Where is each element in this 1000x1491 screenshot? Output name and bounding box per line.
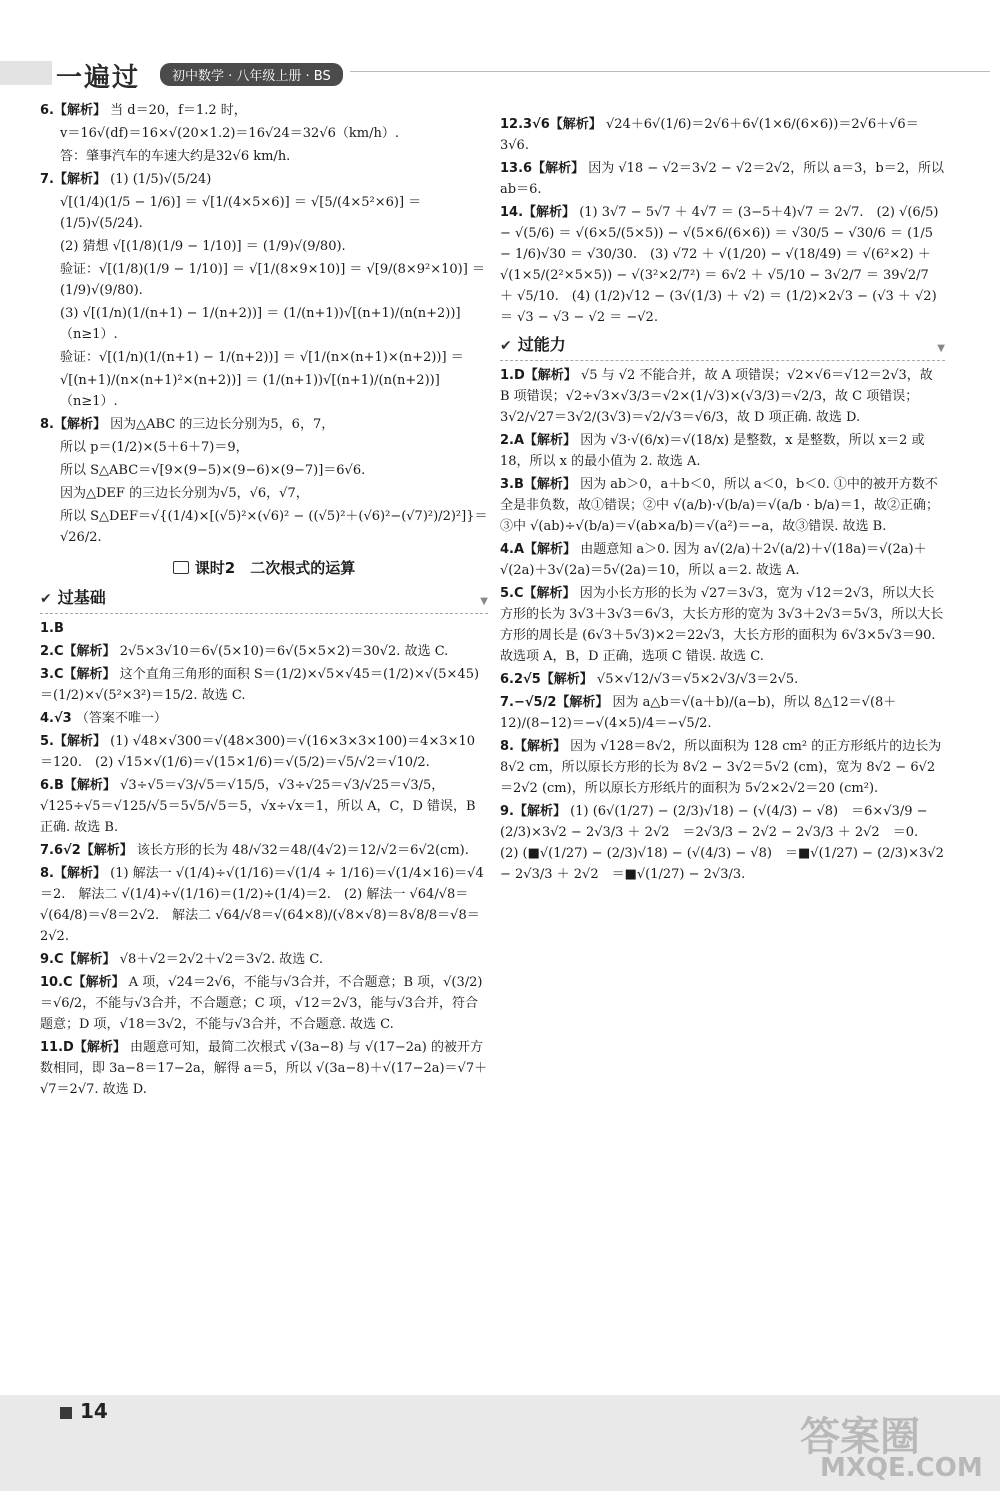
q8-line: 所以 S△ABC＝√[9×(9−5)×(9−6)×(9−7)]＝6√6.: [60, 463, 366, 478]
answer-item: 2.A【解析】 因为 √3·√(6/x)＝√(18/x) 是整数，x 是整数，所以 x＝2 或 18，所以 x 的最小值为 2. 故选 A.: [500, 433, 925, 469]
answer-item: 9.C【解析】 √8＋√2＝2√2＋√2＝3√2. 故选 C.: [40, 952, 324, 967]
answer-item: 8.【解析】 (1) 解法一 √(1/4)÷√(1/16)＝√(1/4 ÷ 1/16)＝√(1/4×16)＝√4＝2. 解法二 √(1/4)÷√(1/16)＝(1/2)÷(1/4)＝2. (2) 解法一 √64/√8＝√(64/8)＝√8＝2√2. 解法二 √64/√8＝√(64×8)/(√8×√8)＝8√8/8＝√8＝2√2.: [40, 866, 484, 944]
q7-line: 验证：√[(1/8)(1/9 − 1/10)] ＝ √[1/(8×9×10)] ＝ √[9/(8×9²×10)] ＝ (1/9)√(9/80).: [60, 262, 485, 298]
section-heading-basics: ✔ 过基础 ▼: [40, 587, 488, 614]
answer-item: 3.C【解析】 这个直角三角形的面积 S＝(1/2)×√5×√45＝(1/2)×√(5×45)＝(1/2)×√(5²×3²)＝15/2. 故选 C.: [40, 667, 480, 703]
right-column: [500, 114, 945, 887]
check-icon: ✔: [40, 591, 52, 607]
page-footer: [0, 1395, 1000, 1491]
answer-item: 4.A【解析】 由题意知 a＞0. 因为 a√(2/a)＋2√(a/2)＋√(18a)＝√(2a)＋√(2a)＋3√(2a)＝5√(2a)＝10，所以 a＝2. 故选 A.: [500, 542, 927, 578]
answer-item: 9.【解析】 (1) (6√(1/27) − (2/3)√18) − (√(4/3) − √8) ＝6×√3/9 − (2/3)×3√2 − 2√3/3 ＋ 2√2 ＝2√3/3 − 2√2 − 2√3/3 ＋ 2√2 ＝0. (2) (■√(1/27) − (2/3)√18) − (√(4/3) − √8) ＝■√(1/27) − (2/3)×3√2 − 2√3/3 ＋ 2√2 ＝■√(1/27) − 2√3/3.: [500, 804, 944, 882]
q8-line: 所以 S△DEF＝√{(1/4)×[(√5)²×(√6)² − ((√5)²＋(√6)²−(√7)²)/2)²]}＝√26/2.: [60, 509, 488, 545]
answer-item: 3.B【解析】 因为 ab＞0，a＋b＜0，所以 a＜0，b＜0. ①中的被开方数不全是非负数，故①错误；②中 √(a/b)·√(b/a)＝√(a/b · b/a)＝1，故②正确；③中 √(ab)÷√(b/a)＝√(ab×a/b)＝√(a²)＝−a，故③错误. 故选 B.: [500, 477, 940, 534]
answer-item: 11.D【解析】 由题意可知，最简二次根式 √(3a−8) 与 √(17−2a) 的被开方数相同，即 3a−8＝17−2a，解得 a＝5，所以 √(3a−8)＋√(17−2a)＝√7＋√7＝2√7. 故选 D.: [40, 1040, 488, 1097]
section-heading-ability: ✔ 过能力 ▼: [500, 334, 945, 361]
answer-item: 8.【解析】 因为 √128＝8√2，所以面积为 128 cm² 的正方形纸片的边长为 8√2 cm，所以原长方形的长为 8√2 − 3√2＝5√2 (cm)，宽为 8√2 − 6√2＝2√2 (cm)，所以原长方形纸片的面积为 5√2×2√2＝20 (cm²).: [500, 739, 942, 796]
left-column: [40, 100, 488, 1102]
q8-line: 因为△DEF 的三边长分别为√5，√6，√7，: [60, 486, 309, 501]
answer-item: 2.C【解析】 2√5×3√10＝6√(5×10)＝6√(5×5×2)＝30√2. 故选 C.: [40, 644, 449, 659]
answer-item: 7.−√5/2【解析】 因为 a△b＝√(a＋b)/(a−b)，所以 8△12＝√(8＋12)/(8−12)＝−√(4×5)/4＝−√5/2.: [500, 695, 897, 731]
q7-line: (3) √[(1/n)(1/(n+1) − 1/(n+2))] ＝ (1/(n+1))√[(n+1)/(n(n+2))]（n≥1）.: [60, 306, 461, 342]
answer-item: 5.C【解析】 因为小长方形的长为 √27＝3√3，宽为 √12＝2√3，所以大长方形的长为 3√3＋3√3＝6√3，大长方形的宽为 3√3＋2√3＝5√3，所以大长方形的周长是 (6√3＋5√3)×2＝22√3，大长方形的面积为 6√3×5√3＝90. 故选项 A，B，D 正确，选项 C 错误. 故选 C.: [500, 586, 944, 664]
q7-line: √[(1/4)(1/5 − 1/6)] ＝ √[1/(4×5×6)] ＝ √[5/(4×5²×6)] ＝ (1/5)√(5/24).: [60, 195, 422, 231]
answer-item: 6.B【解析】 √3÷√5＝√3/√5＝√15/5，√3÷√25＝√3/√25＝√3/5，√125÷√5＝√125/√5＝5√5/√5＝5，√x÷√x＝1，所以 A，C，D 错误，B 正确. 故选 B.: [40, 778, 476, 835]
watermark-url: MXQE.COM: [820, 1453, 983, 1483]
answer-item: 12.3√6【解析】 √24＋6√(1/6)＝2√6＋6√(1×6/(6×6))＝2√6＋√6＝3√6.: [500, 117, 919, 153]
answer-item: 1.B: [40, 621, 64, 636]
page-header: [0, 55, 1000, 93]
answer-item: 6.2√5【解析】 √5×√12/√3＝√5×2√3/√3＝2√5.: [500, 672, 799, 687]
brand-bar: [0, 61, 52, 85]
chevron-down-icon: ▼: [480, 596, 488, 607]
header-rule: [350, 71, 990, 72]
answer-item: 4.√3 （答案不唯一）: [40, 711, 167, 726]
answer-item: 5.【解析】 (1) √48×√300＝√(48×300)＝√(16×3×3×100)＝4×3×10＝120. (2) √15×√(1/6)＝√(15×1/6)＝√(5/2)＝√5/√2＝√10/2.: [40, 734, 476, 770]
brand-logo: 一遍过: [56, 63, 141, 93]
answer-item: 1.D【解析】 √5 与 √2 不能合并，故 A 项错误；√2×√6＝√12＝2√3，故 B 项错误；√2÷√3×√3/3＝√2×(1/√3)×(√3/3)＝√2/3，故 C 项错误；3√2/√27＝3√2/(3√3)＝√2/√3＝√6/3，故 D 项正确. 故选 D.: [500, 368, 933, 425]
answer-item: 7.6√2【解析】 该长方形的长为 48/√32＝48/(4√2)＝12/√2＝6√2(cm).: [40, 843, 469, 858]
q6-line: 答：肇事汽车的车速大约是32√6 km/h.: [60, 149, 291, 164]
q6-first-line: 6.【解析】 当 d＝20，f＝1.2 时，: [40, 103, 247, 118]
q6-line: v＝16√(df)＝16×√(20×1.2)＝16√24＝32√6（km/h）.: [60, 126, 399, 141]
answer-item: 13.6【解析】 因为 √18 − √2＝3√2 − √2＝2√2，所以 a＝3，b＝2，所以 ab＝6.: [500, 161, 945, 197]
book-subtitle: 初中数学 · 八年级上册 · BS: [160, 63, 343, 86]
page-number: 14: [80, 1399, 108, 1423]
q8-first-line: 8.【解析】 因为△ABC 的三边长分别为5，6，7，: [40, 417, 335, 432]
q7-first-line: 7.【解析】 (1) (1/5)√(5/24): [40, 172, 212, 187]
page-marker-icon: [60, 1407, 72, 1419]
watermark-logo: 答案圈: [800, 1414, 920, 1460]
answer-item: 10.C【解析】 A 项，√24＝2√6，不能与√3合并，不合题意；B 项，√(3/2)＝√6/2，不能与√3合并，不合题意；C 项，√12＝2√3，能与√3合并，符合题意；D 项，√18＝3√2，不能与√3合并，不合题意. 故选 C.: [40, 975, 483, 1032]
q8-line: 所以 p＝(1/2)×(5＋6＋7)＝9，: [60, 440, 249, 455]
check-icon: ✔: [500, 338, 512, 354]
chevron-down-icon: ▼: [937, 343, 945, 354]
q7-line: √[(n+1)/(n×(n+1)²×(n+2))] ＝ (1/(n+1))√[(n+1)/(n(n+2))]（n≥1）.: [60, 373, 440, 409]
lesson-title: 课时2 二次根式的运算: [40, 558, 488, 579]
q7-line: (2) 猜想 √[(1/8)(1/9 − 1/10)] ＝ (1/9)√(9/80).: [60, 239, 346, 254]
answer-item: 14.【解析】 (1) 3√7 − 5√7 ＋ 4√7 ＝ (3−5＋4)√7 ＝ 2√7. (2) √(6/5) − √(5/6) ＝ √(6×5/(5×5)) − √(5×6/(6×6)) ＝ √30/5 − √30/6 ＝ (1/5 − 1/6)√30 ＝ √30/30. (3) √72 ＋ √(1/20) − √(18/49) ＝ √(6²×2) ＋ √(1×5/(2²×5×5)) − √(3²×2/7²) ＝ 6√2 ＋ √5/10 − 3√2/7 ＝ 39√2/7 ＋ √5/10. (4) (1/2)√12 − (3√(1/3) ＋ √2) ＝ (1/2)×2√3 − (√3 ＋ √2) ＝ √3 − √3 − √2 ＝ −√2.: [500, 205, 939, 325]
book-icon: [173, 561, 189, 574]
q7-line: 验证：√[(1/n)(1/(n+1) − 1/(n+2))] ＝ √[1/(n×(n+1)×(n+2))] ＝: [60, 350, 464, 365]
